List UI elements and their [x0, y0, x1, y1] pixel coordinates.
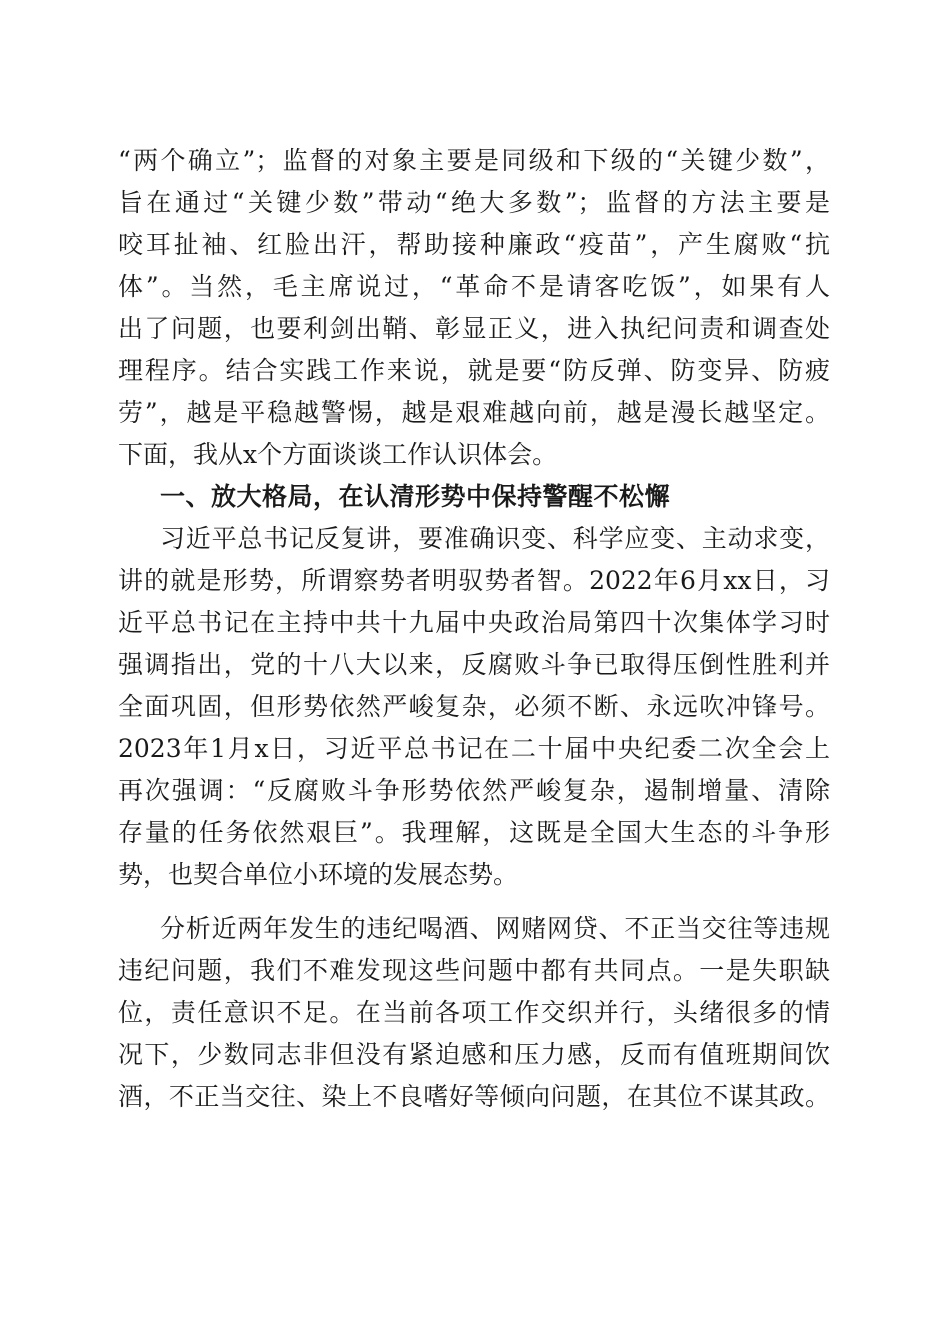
text-line: 体”。当然，毛主席说过，“革命不是请客吃饭”，如果有人	[118, 272, 830, 301]
text-line: “两个确立”；监督的对象主要是同级和下级的“关键少数”，	[118, 146, 830, 175]
document-body	[118, 140, 830, 1118]
paragraph-spacer	[118, 896, 830, 908]
text-line: 旨在通过“关键少数”带动“绝大多数”；监督的方法主要是	[118, 188, 830, 217]
text-line: 存量的任务依然艰巨”。我理解，这既是全国大生态的斗争形	[118, 818, 830, 847]
text-line: 势，也契合单位小环境的发展态势。	[118, 860, 519, 889]
text-line: 理程序。结合实践工作来说，就是要“防反弹、防变异、防疲	[118, 356, 830, 385]
text-line: 酒，不正当交往、染上不良嗜好等倾向问题，在其位不谋其政。	[118, 1082, 830, 1111]
text-line: 出了问题，也要利剑出鞘、彰显正义，进入执纪问责和调查处	[118, 314, 830, 343]
paragraph-2	[118, 518, 830, 896]
text-line: 劳”，越是平稳越警惕，越是艰难越向前，越是漫长越坚定。	[118, 398, 830, 427]
text-line: 咬耳扯袖、红脸出汗，帮助接种廉政“疫苗”，产生腐败“抗	[118, 230, 830, 259]
text-line: 近平总书记在主持中共十九届中央政治局第四十次集体学习时	[118, 608, 830, 637]
text-line: 强调指出，党的十八大以来，反腐败斗争已取得压倒性胜利并	[118, 650, 830, 679]
text-line: 违纪问题，我们不难发现这些问题中都有共同点。一是失职缺	[118, 956, 830, 985]
text-line: 分析近两年发生的违纪喝酒、网赌网贷、不正当交往等违规	[160, 914, 830, 943]
text-line: 再次强调：“反腐败斗争形势依然严峻复杂，遏制增量、清除	[118, 776, 830, 805]
text-line: 况下，少数同志非但没有紧迫感和压力感，反而有值班期间饮	[118, 1040, 830, 1069]
text-line: 全面巩固，但形势依然严峻复杂，必须不断、永远吹冲锋号。	[118, 692, 830, 721]
text-line: 下面，我从x个方面谈谈工作认识体会。	[118, 440, 558, 469]
text-line: 2023年1月x日，习近平总书记在二十届中央纪委二次全会上	[118, 734, 830, 763]
section-heading: 一、放大格局，在认清形势中保持警醒不松懈	[160, 482, 671, 511]
paragraph-3	[118, 908, 830, 1118]
paragraph-1	[118, 140, 830, 476]
text-line: 习近平总书记反复讲，要准确识变、科学应变、主动求变，	[160, 524, 830, 553]
text-line: 讲的就是形势，所谓察势者明驭势者智。2022年6月xx日，习	[118, 566, 830, 595]
text-line: 位，责任意识不足。在当前各项工作交织并行，头绪很多的情	[118, 998, 830, 1027]
